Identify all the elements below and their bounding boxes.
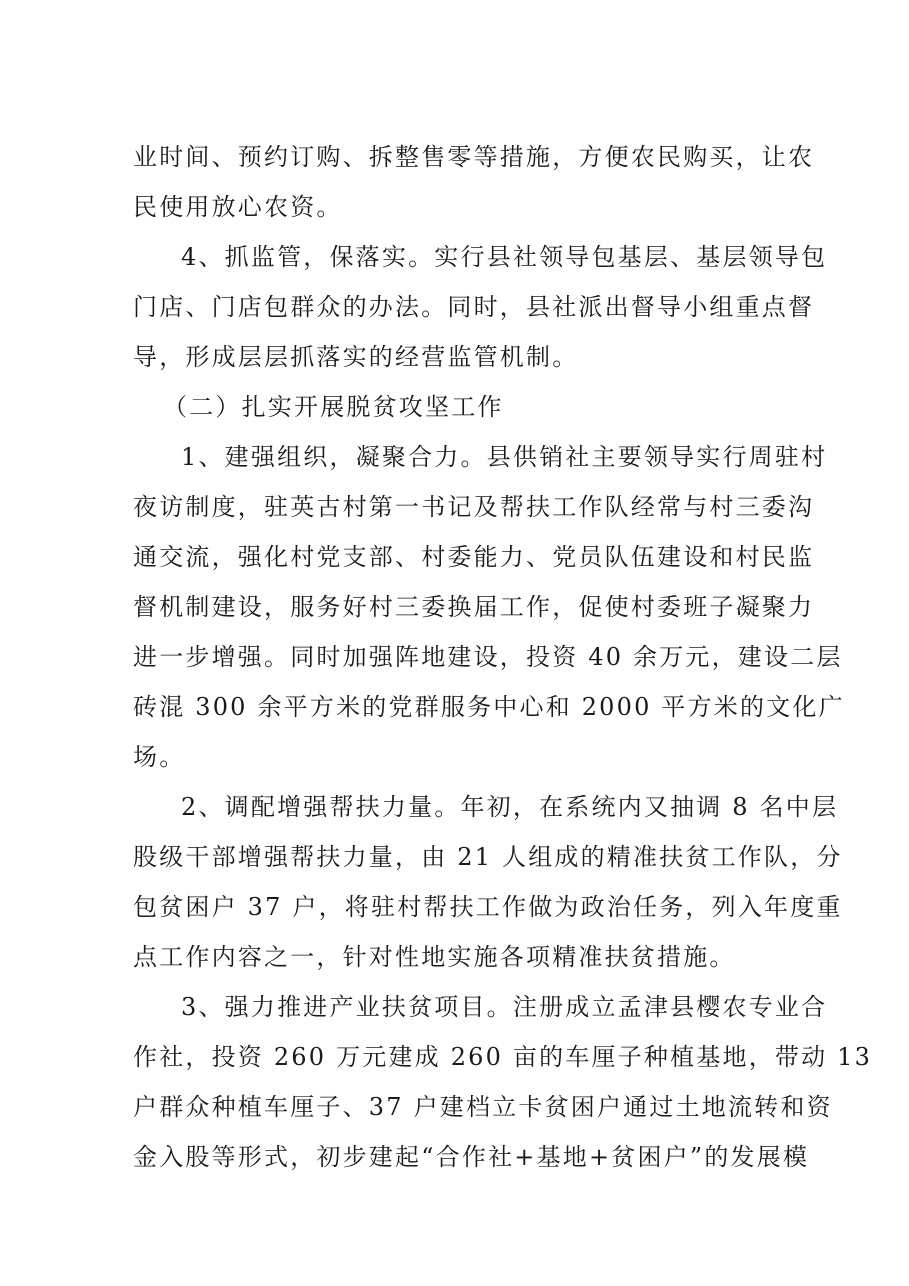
- text-line-2: 民使用放心农资。: [133, 193, 343, 221]
- text-line-5: 导，形成层层抓落实的经营监管机制。: [133, 343, 579, 371]
- text-line-19: 作社，投资 260 万元建成 260 亩的车厘子种植基地，带动 13: [133, 1043, 873, 1071]
- text-line-20: 户群众种植车厘子、37 户建档立卡贫困户通过土地流转和资: [133, 1093, 833, 1121]
- text-line-17: 点工作内容之一，针对性地实施各项精准扶贫措施。: [133, 943, 736, 971]
- text-line-4: 门店、门店包群众的办法。同时，县社派出督导小组重点督: [133, 293, 815, 321]
- text-line-12: 砖混 300 余平方米的党群服务中心和 2000 平方米的文化广: [133, 693, 845, 721]
- text-line-7: 1、建强组织，凝聚合力。县供销社主要领导实行周驻村: [181, 443, 828, 471]
- text-line-9: 通交流，强化村党支部、村委能力、党员队伍建设和村民监: [133, 543, 815, 571]
- text-line-14: 2、调配增强帮扶力量。年初，在系统内又抽调 8 名中层: [181, 793, 839, 821]
- text-line-16: 包贫困户 37 户，将驻村帮扶工作做为政治任务，列入年度重: [133, 893, 843, 921]
- document-body: [133, 132, 873, 1182]
- text-line-15: 股级干部增强帮扶力量，由 21 人组成的精准扶贫工作队，分: [133, 843, 843, 871]
- text-line-21: 金入股等形式，初步建起“合作社+基地+贫困户”的发展模: [133, 1143, 810, 1171]
- text-line-3: 4、抓监管，保落实。实行县社领导包基层、基层领导包: [181, 243, 828, 271]
- text-line-18: 3、强力推进产业扶贫项目。注册成立孟津县樱农专业合: [181, 993, 828, 1021]
- text-line-13: 场。: [133, 743, 186, 771]
- section-heading: （二）扎实开展脱贫攻坚工作: [163, 393, 504, 421]
- text-line-8: 夜访制度，驻英古村第一书记及帮扶工作队经常与村三委沟: [133, 493, 815, 521]
- text-line-10: 督机制建设，服务好村三委换届工作，促使村委班子凝聚力: [133, 593, 815, 621]
- text-line-11: 进一步增强。同时加强阵地建设，投资 40 余万元，建设二层: [133, 643, 843, 671]
- text-line-1: 业时间、预约订购、拆整售零等措施，方便农民购买，让农: [133, 143, 815, 171]
